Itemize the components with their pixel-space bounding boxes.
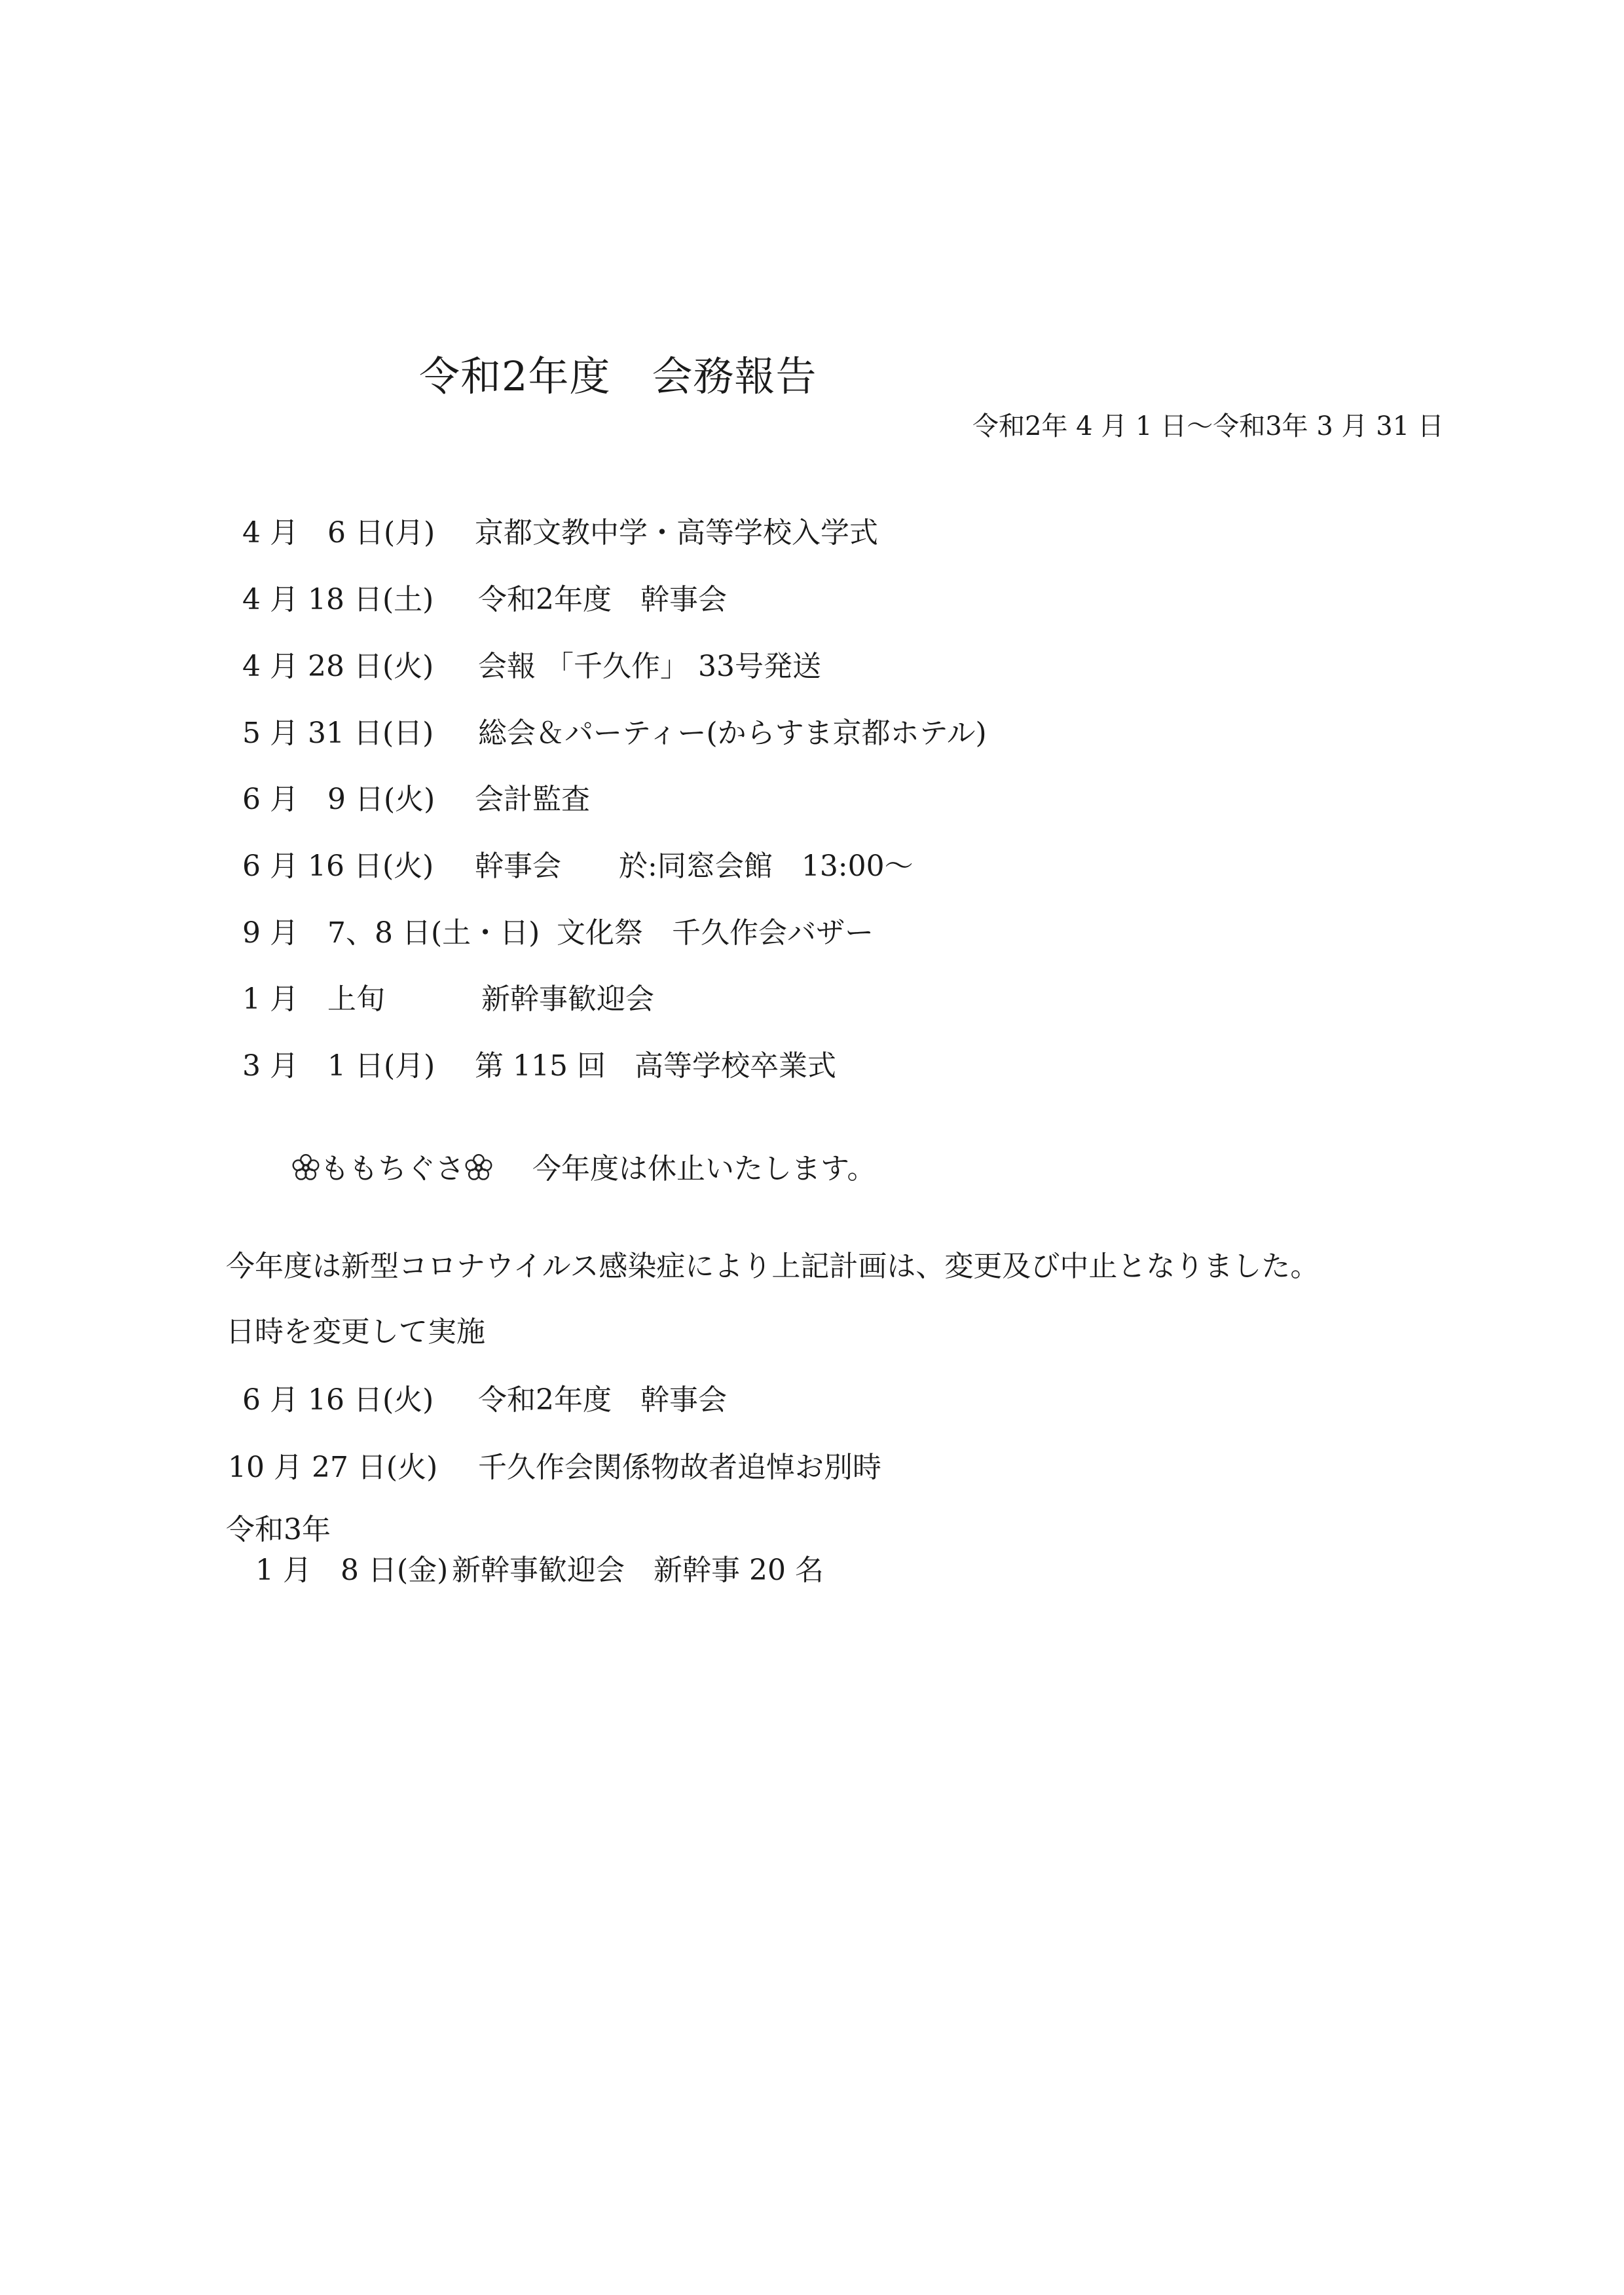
schedule-event: 幹事会 於:同窓会館 13:00〜	[475, 849, 913, 883]
schedule-date: 5 月 31 日(日)	[242, 717, 434, 750]
schedule-row	[242, 848, 1159, 885]
schedule-event: 会計監査	[475, 783, 590, 816]
report-period: 令和2年 4 月 1 日〜令和3年 3 月 31 日	[972, 411, 1444, 441]
flower-icon	[464, 1153, 493, 1182]
schedule-date: 9 月 7、8 日(土・日)	[242, 916, 540, 950]
schedule-row	[242, 781, 1159, 818]
schedule-row	[242, 648, 1159, 685]
schedule-date: 6 月 16 日(火)	[242, 849, 434, 883]
rescheduled-row	[228, 1449, 1145, 1486]
schedule-row	[242, 1048, 1159, 1085]
schedule-row	[242, 915, 1159, 952]
rescheduled-row	[242, 1382, 1159, 1419]
schedule-date: 4 月 18 日(土)	[242, 583, 434, 616]
schedule-date: 10 月 27 日(火)	[228, 1451, 438, 1484]
covid-notice: 今年度は新型コロナウイルス感染症により上記計画は、変更及び中止となりました。	[226, 1250, 1320, 1283]
momochigusa-name: ももちぐさ	[320, 1152, 464, 1185]
schedule-event: 令和2年度 幹事会	[478, 1383, 727, 1417]
schedule-event: 令和2年度 幹事会	[478, 583, 727, 616]
schedule-row	[242, 515, 1159, 551]
schedule-event: 文化祭 千久作会バザー	[557, 916, 874, 950]
schedule-event: 第 115 回 高等学校卒業式	[475, 1049, 836, 1083]
schedule-date: 6 月 16 日(火)	[242, 1383, 434, 1417]
rescheduled-heading: 日時を変更して実施	[226, 1315, 485, 1349]
schedule-date: 3 月 1 日(月)	[242, 1049, 435, 1083]
schedule-event: 千久作会関係物故者追悼お別時	[478, 1451, 881, 1484]
momochigusa-note	[291, 1149, 876, 1189]
schedule-date: 1 月 上旬	[242, 982, 385, 1016]
schedule-row	[242, 582, 1159, 618]
rescheduled-row	[255, 1552, 1172, 1589]
momochigusa-text: 今年度は休止いたします。	[532, 1152, 876, 1185]
schedule-event: 会報 「千久作」 33号発送	[478, 650, 821, 683]
schedule-event: 総会＆パーティー(からすま京都ホテル)	[478, 717, 987, 750]
schedule-row	[242, 981, 1159, 1018]
schedule-date: 4 月 6 日(月)	[242, 516, 435, 550]
schedule-event: 京都文教中学・高等学校入学式	[475, 516, 878, 550]
schedule-event: 新幹事歓迎会 新幹事 20 名	[452, 1554, 824, 1587]
schedule-date: 6 月 9 日(火)	[242, 783, 435, 816]
schedule-date: 1 月 8 日(金)	[255, 1554, 449, 1587]
schedule-event: 新幹事歓迎会	[481, 982, 654, 1016]
schedule-date: 4 月 28 日(火)	[242, 650, 434, 683]
page-title: 令和2年度 会務報告	[419, 352, 817, 400]
flower-icon	[291, 1153, 320, 1182]
schedule-row	[242, 715, 1159, 752]
year-label: 令和3年	[226, 1513, 331, 1546]
